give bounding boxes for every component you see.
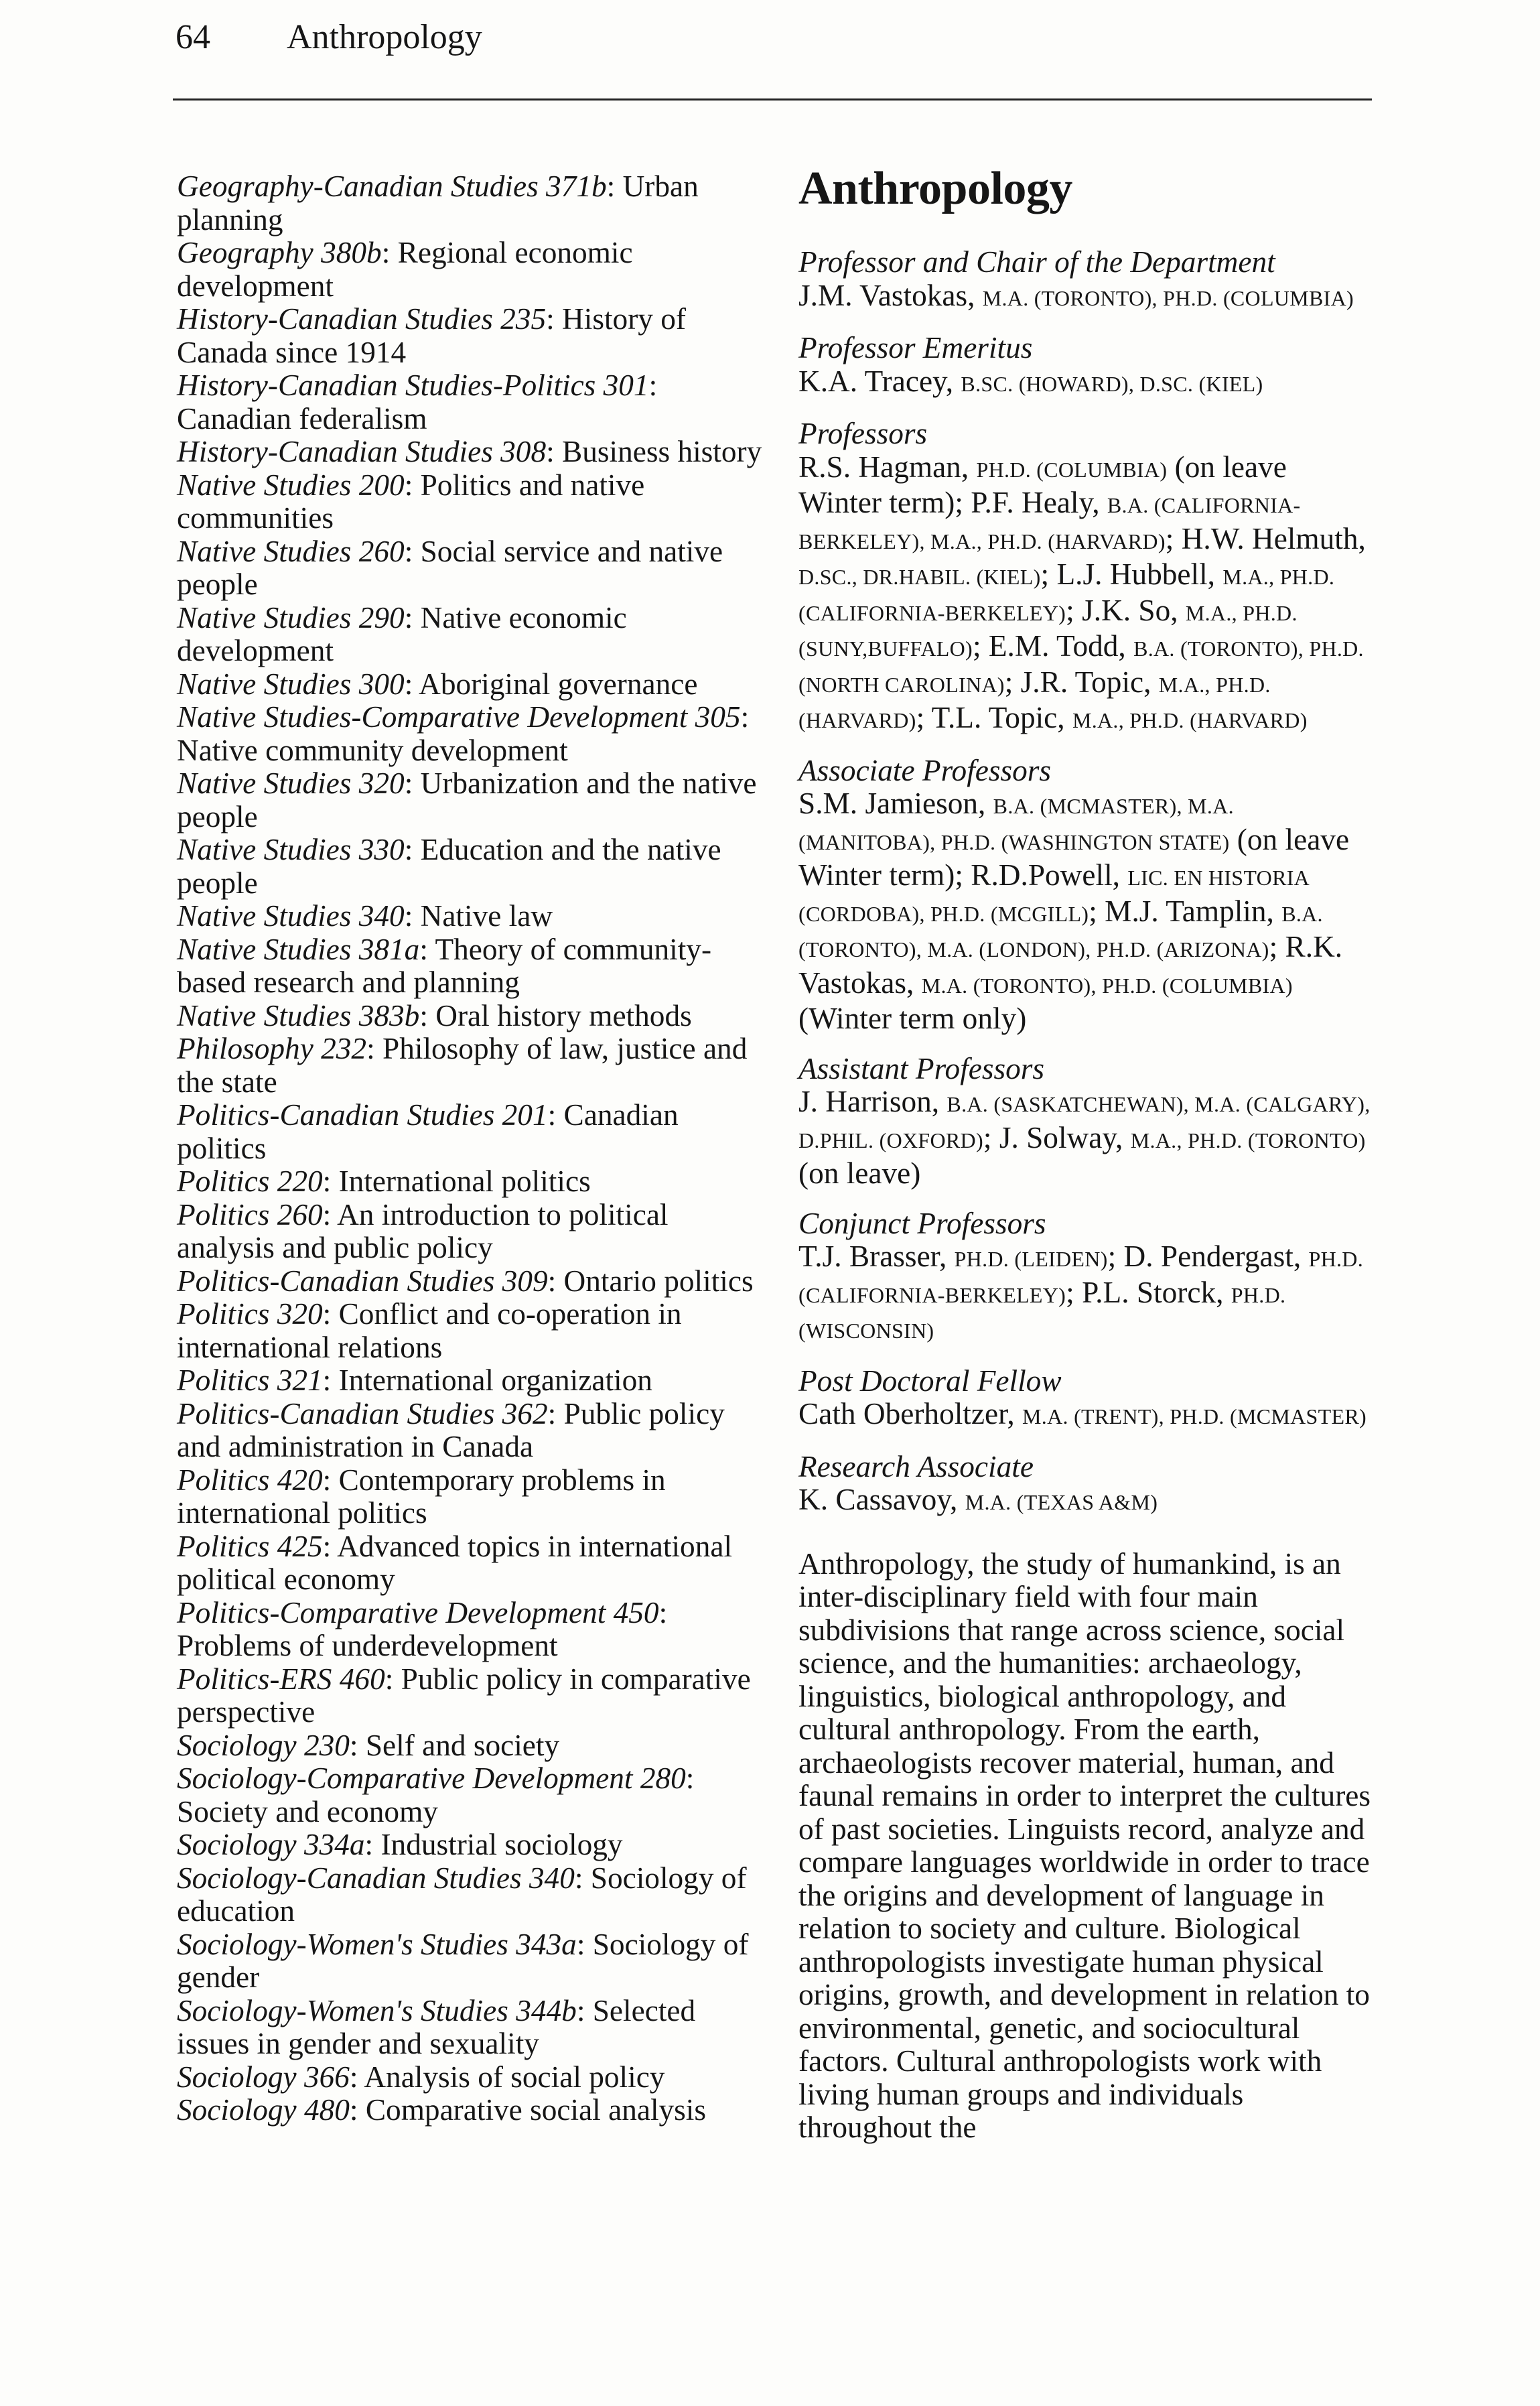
course-title: Contemporary problems in international politics: [177, 1463, 666, 1530]
faculty-role: Post Doctoral Fellow: [798, 1363, 1062, 1398]
faculty-name: ; L.J. Hubbell,: [1040, 557, 1223, 591]
faculty-name: J.M. Vastokas,: [798, 278, 983, 312]
course-code: History-Canadian Studies 235: [177, 302, 547, 336]
degree-credentials: B.A. (TORONTO), PH.D. (NORTH CAROLINA): [798, 637, 1364, 697]
course-title: Canadian politics: [177, 1098, 679, 1165]
course-entry: Native Studies 320: Urbanization and the native people: [177, 766, 757, 833]
faculty-members: [798, 787, 1375, 1036]
course-code: Politics-Canadian Studies 309: [177, 1264, 548, 1298]
course-entry: Politics-Canadian Studies 362: Public policy and administration in Canada: [177, 1396, 725, 1463]
course-title: Education and the native people: [177, 833, 721, 900]
course-code: Politics-Comparative Development 450: [177, 1595, 659, 1629]
degree-credentials: PH.D. (CALIFORNIA-BERKELEY): [798, 1247, 1364, 1307]
page-header: [176, 20, 482, 55]
faculty-name: ; T.L. Topic,: [916, 701, 1072, 734]
faculty-name: ; J. Solway,: [983, 1120, 1131, 1154]
faculty-name: K. Cassavoy,: [798, 1483, 965, 1516]
course-code: Native Studies 381a: [177, 932, 420, 966]
course-title: Urban planning: [177, 170, 699, 237]
course-entry: Politics 425: Advanced topics in international political economy: [177, 1529, 733, 1596]
faculty-members: [798, 1240, 1375, 1348]
course-entry: Native Studies 200: Politics and native communities: [177, 468, 645, 535]
course-entry: Politics 420: Contemporary problems in international politics: [177, 1463, 666, 1530]
course-entry: Sociology 334a: Industrial sociology: [177, 1828, 623, 1861]
course-code: Native Studies 320: [177, 766, 405, 800]
faculty-members: [798, 1085, 1375, 1191]
course-title: Analysis of social policy: [364, 2060, 665, 2094]
course-entry: Sociology 230: Self and society: [177, 1728, 560, 1762]
course-code: Politics 321: [177, 1363, 323, 1397]
course-entry: Native Studies 260: Social service and native people: [177, 534, 723, 601]
degree-credentials: B.SC. (HOWARD), D.SC. (KIEL): [961, 371, 1263, 396]
course-entry: Sociology-Women's Studies 343a: Sociology of gender: [177, 1927, 749, 1994]
faculty-name: ; R.K. Vastokas,: [798, 930, 1343, 1000]
course-code: Politics 260: [177, 1197, 323, 1231]
course-title: Selected issues in gender and sexuality: [177, 1993, 696, 2060]
course-title: Aboriginal governance: [419, 667, 698, 701]
faculty-name: ; H.W. Helmuth,: [1165, 521, 1366, 555]
course-code: Politics 420: [177, 1463, 323, 1497]
faculty-members: [798, 279, 1375, 316]
course-title: History of Canada since 1914: [177, 302, 686, 369]
course-title: Public policy and administration in Canada: [177, 1396, 725, 1463]
course-title: Sociology of education: [177, 1861, 747, 1928]
course-code: Sociology-Comparative Development 280: [177, 1761, 686, 1795]
course-entry: Sociology-Canadian Studies 340: Sociology of education: [177, 1861, 747, 1928]
degree-credentials: M.A., PH.D. (SUNY,BUFFALO): [798, 600, 1298, 661]
section-title: Anthropology: [798, 163, 1072, 214]
course-title: Self and society: [365, 1728, 560, 1762]
course-entry: Native Studies 290: Native economic development: [177, 600, 627, 667]
course-code: Sociology-Women's Studies 344b: [177, 1993, 577, 2027]
faculty-list: [798, 246, 1375, 1520]
course-title: Social service and native people: [177, 534, 723, 601]
course-title: Theory of community-based research and planning: [177, 932, 712, 999]
course-title: Society and economy: [177, 1794, 438, 1828]
faculty-name: (Winter term only): [798, 1002, 1027, 1035]
degree-credentials: B.A. (SASKATCHEWAN), M.A. (CALGARY), D.PHIL. (OXFORD): [798, 1092, 1371, 1152]
course-code: Politics-ERS 460: [177, 1662, 385, 1696]
course-title: Sociology of gender: [177, 1927, 749, 1994]
course-code: Sociology-Women's Studies 343a: [177, 1927, 577, 1961]
course-code: Sociology 480: [177, 2093, 350, 2127]
course-title: Comparative social analysis: [365, 2093, 707, 2127]
faculty-name: S.M. Jamieson,: [798, 787, 993, 820]
course-code: Philosophy 232: [177, 1032, 367, 1065]
course-code: Native Studies 290: [177, 600, 405, 634]
degree-credentials: M.A., PH.D. (HARVARD): [1072, 708, 1308, 732]
course-entry: Sociology 366: Analysis of social policy: [177, 2060, 665, 2094]
course-title: Advanced topics in international political economy: [177, 1529, 733, 1596]
course-title: Business history: [562, 435, 762, 468]
course-title: An introduction to political analysis and public policy: [177, 1197, 669, 1264]
degree-credentials: PH.D. (WISCONSIN): [798, 1282, 1286, 1343]
course-entry: Politics-ERS 460: Public policy in comparative perspective: [177, 1662, 751, 1729]
degree-credentials: LIC. EN HISTORIA (CORDOBA), PH.D. (MCGILL): [798, 866, 1309, 926]
course-entry: Native Studies 300: Aboriginal governance: [177, 667, 698, 701]
course-code: Sociology 230: [177, 1728, 350, 1762]
course-title: Native economic development: [177, 600, 627, 667]
course-title: Public policy in comparative perspective: [177, 1662, 751, 1729]
degree-credentials: D.SC., DR.HABIL. (KIEL): [798, 565, 1041, 589]
faculty-members: [798, 451, 1375, 738]
course-code: Native Studies 330: [177, 833, 405, 866]
degree-credentials: M.A. (TEXAS A&M): [965, 1490, 1158, 1514]
course-entry: Native Studies 381a: Theory of community-based research and planning: [177, 932, 712, 999]
course-code: Geography-Canadian Studies 371b: [177, 170, 607, 203]
faculty-members: [798, 365, 1375, 401]
course-entry: Geography 380b: Regional economic development: [177, 236, 633, 303]
header-rule: [173, 98, 1372, 101]
faculty-name: J. Harrison,: [798, 1085, 947, 1118]
course-code: Native Studies 340: [177, 899, 405, 933]
department-section: [798, 165, 1375, 2145]
faculty-name: ; P.L. Storck,: [1066, 1275, 1231, 1309]
course-entry: Politics 260: An introduction to political analysis and public policy: [177, 1197, 669, 1264]
course-code: Politics 320: [177, 1297, 323, 1331]
course-title: Politics and native communities: [177, 468, 645, 535]
course-entry: Geography-Canadian Studies 371b: Urban planning: [177, 170, 699, 237]
course-title: Oral history methods: [435, 998, 692, 1032]
faculty-role: Research Associate: [798, 1449, 1034, 1483]
faculty-role: Conjunct Professors: [798, 1206, 1046, 1240]
course-code: Sociology-Canadian Studies 340: [177, 1861, 575, 1895]
course-code: Politics 425: [177, 1529, 323, 1563]
course-entry: Politics 321: International organization: [177, 1363, 652, 1397]
course-entry: Native Studies 383b: Oral history methods: [177, 998, 692, 1032]
course-list: [177, 170, 766, 2127]
course-code: History-Canadian Studies 308: [177, 435, 547, 468]
course-title: Conflict and co-operation in international relations: [177, 1297, 682, 1364]
course-entry: Native Studies 330: Education and the native people: [177, 833, 721, 900]
faculty-name: ; D. Pendergast,: [1107, 1240, 1309, 1273]
faculty-role: Associate Professors: [798, 753, 1052, 787]
course-entry: Politics 220: International politics: [177, 1164, 591, 1198]
faculty-role: Professor and Chair of the Department: [798, 245, 1275, 279]
degree-credentials: B.A. (CALIFORNIA-BERKELEY), M.A., PH.D. (HARVARD): [798, 493, 1301, 553]
course-entry: Sociology-Women's Studies 344b: Selected issues in gender and sexuality: [177, 1993, 696, 2060]
course-title: Urbanization and the native people: [177, 766, 757, 833]
course-code: Native Studies 200: [177, 468, 405, 502]
course-entry: Politics-Canadian Studies 309: Ontario politics: [177, 1264, 754, 1298]
course-title: Industrial sociology: [380, 1828, 623, 1861]
course-entry: History-Canadian Studies 308: Business history: [177, 435, 762, 468]
course-code: Politics-Canadian Studies 362: [177, 1396, 548, 1430]
degree-credentials: M.A., PH.D. (CALIFORNIA-BERKELEY): [798, 565, 1335, 625]
course-title: Philosophy of law, justice and the state: [177, 1032, 748, 1099]
faculty-role: Professor Emeritus: [798, 331, 1033, 364]
faculty-members: [798, 1398, 1375, 1434]
course-code: Sociology 334a: [177, 1828, 365, 1861]
course-entry: Politics-Comparative Development 450: Problems of underdevelopment: [177, 1595, 668, 1662]
intro-paragraph: Anthropology, the study of humankind, is an inter-disciplinary field with four main subdivisions that range across science, social science, and the humanities: archaeology, linguistics, biological anthropology, and cultural anthropology. From the earth, archaeologists recover material, human, and faunal remains in order to interpret the cultures of past societies. Linguists record, analyze and compare languages worldwide in order to trace the origins and development of language in relation to society and culture. Biological anthropologists investigate human physical origins, growth, and development in relation to environmental, genetic, and sociocultural factors. Cultural anthropologists work with living human groups and individuals throughout the: [798, 1546, 1371, 2144]
faculty-name: R.S. Hagman,: [798, 450, 977, 484]
course-entry: Politics 320: Conflict and co-operation in international relations: [177, 1297, 682, 1364]
degree-credentials: M.A., PH.D. (TORONTO): [1130, 1128, 1366, 1152]
course-title: Native law: [420, 899, 553, 933]
faculty-name: K.A. Tracey,: [798, 364, 961, 398]
course-entry: Sociology 480: Comparative social analysis: [177, 2093, 707, 2127]
faculty-name: (on leave Winter term); R.D.Powell,: [798, 822, 1350, 892]
degree-credentials: M.A. (TORONTO), PH.D. (COLUMBIA): [982, 285, 1354, 310]
degree-credentials: M.A. (TRENT), PH.D. (MCMASTER): [1022, 1404, 1367, 1428]
course-entry: Native Studies-Comparative Development 305: Native community development: [177, 700, 750, 767]
course-title: Problems of underdevelopment: [177, 1629, 558, 1662]
course-code: Native Studies 260: [177, 534, 405, 568]
course-code: Politics 220: [177, 1164, 323, 1198]
course-title: Canadian federalism: [177, 401, 427, 436]
faculty-name: ; J.R. Topic,: [1004, 665, 1159, 699]
faculty-role: Assistant Professors: [798, 1051, 1045, 1085]
course-entry: Native Studies 340: Native law: [177, 899, 553, 933]
faculty-name: ; E.M. Todd,: [972, 629, 1134, 663]
faculty-name: ; M.J. Tamplin,: [1089, 894, 1282, 928]
course-code: History-Canadian Studies-Politics 301: [177, 369, 649, 402]
course-entry: Sociology-Comparative Development 280: Society and economy: [177, 1761, 695, 1828]
course-title: Ontario politics: [563, 1264, 754, 1298]
course-code: Native Studies 383b: [177, 998, 420, 1032]
course-title: Regional economic development: [177, 236, 633, 303]
page-number: 64: [176, 18, 210, 56]
course-entry: Politics-Canadian Studies 201: Canadian politics: [177, 1098, 679, 1165]
course-entry: History-Canadian Studies-Politics 301: Canadian federalism: [177, 369, 658, 436]
running-title: Anthropology: [287, 18, 482, 56]
course-code: Native Studies 300: [177, 667, 405, 701]
course-entry: History-Canadian Studies 235: History of Canada since 1914: [177, 302, 686, 369]
faculty-members: [798, 1483, 1375, 1520]
course-code: Native Studies-Comparative Development 305: [177, 700, 741, 734]
degree-credentials: B.A. (TORONTO), M.A. (LONDON), PH.D. (ARIZONA): [798, 901, 1323, 961]
degree-credentials: M.A., PH.D. (HARVARD): [798, 672, 1271, 732]
faculty-name: (on leave Winter term); P.F. Healy,: [798, 450, 1287, 519]
course-code: Politics-Canadian Studies 201: [177, 1098, 548, 1132]
degree-credentials: B.A. (MCMASTER), M.A. (MANITOBA), PH.D. (WASHINGTON STATE): [798, 794, 1234, 854]
faculty-name: Cath Oberholtzer,: [798, 1397, 1023, 1430]
course-code: Geography 380b: [177, 236, 382, 269]
degree-credentials: PH.D. (COLUMBIA): [976, 457, 1168, 482]
faculty-name: T.J. Brasser,: [798, 1240, 955, 1273]
course-title: International organization: [338, 1363, 652, 1397]
faculty-name: ; J.K. So,: [1066, 593, 1186, 627]
degree-credentials: M.A. (TORONTO), PH.D. (COLUMBIA): [921, 973, 1293, 998]
degree-credentials: PH.D. (LEIDEN): [954, 1247, 1108, 1271]
course-code: Sociology 366: [177, 2060, 350, 2094]
faculty-name: (on leave): [798, 1156, 921, 1190]
course-title: International politics: [338, 1164, 591, 1198]
course-title: Native community development: [177, 733, 568, 767]
faculty-role: Professors: [798, 417, 928, 450]
course-entry: Philosophy 232: Philosophy of law, justice and the state: [177, 1032, 748, 1099]
